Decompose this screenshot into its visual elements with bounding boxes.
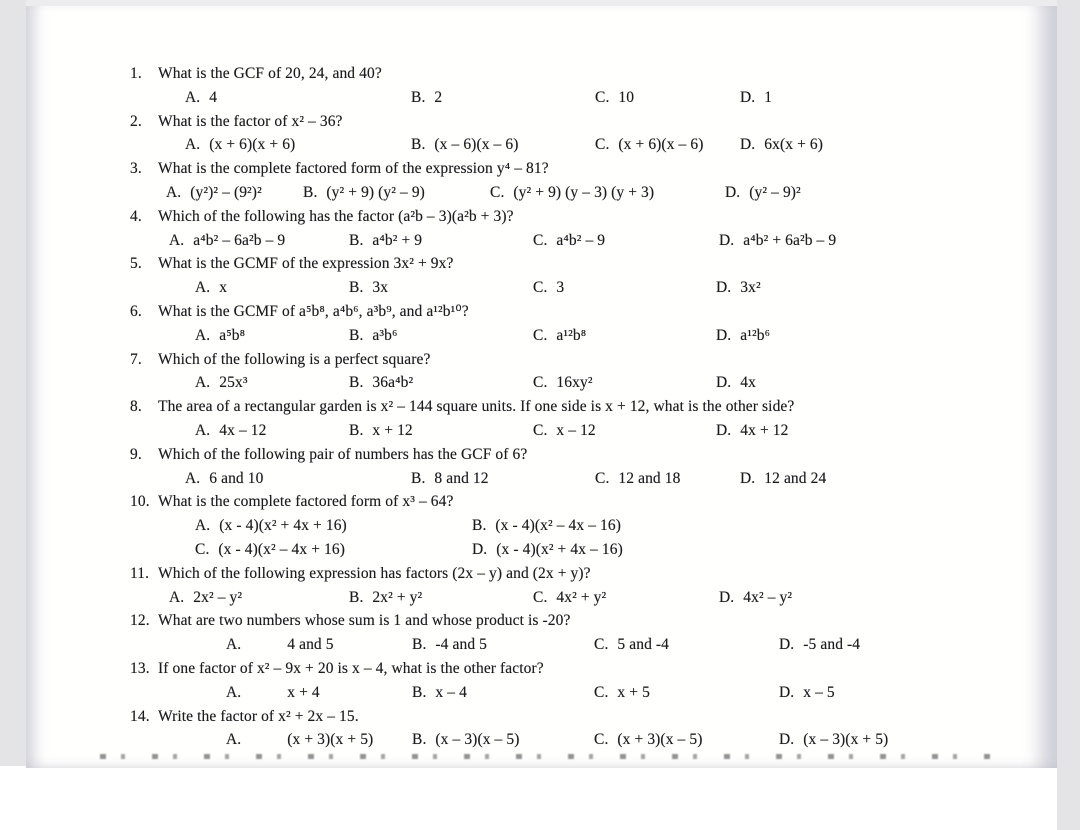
question-6	[130, 300, 1030, 324]
option-d	[740, 467, 1030, 491]
option-b	[349, 371, 533, 395]
option-value: x + 5	[617, 683, 650, 701]
option-value: 3x²	[740, 279, 761, 297]
question-text: What is the complete factored form of the expression y⁴ – 81?	[158, 160, 549, 178]
option-label: C.	[595, 469, 610, 487]
question-number: 4.	[130, 207, 142, 225]
option-value: 2	[434, 88, 443, 106]
option-value: a¹²b⁸	[556, 326, 587, 344]
option-value: 16xy²	[556, 374, 593, 392]
option-label: D.	[472, 540, 488, 558]
question-text: What is the factor of x² – 36?	[158, 112, 343, 130]
option-d	[740, 86, 1030, 110]
option-label: D.	[740, 469, 756, 487]
option-b	[349, 586, 533, 610]
option-label: A.	[185, 469, 201, 487]
question-1-options	[130, 86, 1030, 110]
option-a	[195, 419, 349, 443]
test-paper-photo	[26, 6, 1057, 768]
question-7-options	[130, 371, 1030, 395]
option-label: C.	[533, 374, 548, 392]
question-5-options	[130, 276, 1030, 300]
option-label: B.	[412, 683, 427, 701]
option-label: C.	[595, 136, 610, 154]
option-label: B.	[472, 517, 487, 535]
option-b	[349, 229, 533, 253]
option-value: x – 4	[435, 683, 467, 701]
question-6-options	[130, 324, 1030, 348]
question-8	[130, 395, 1030, 419]
question-10-options-row-2	[130, 538, 1030, 562]
option-label: D.	[716, 326, 732, 344]
option-value: (x + 3)(x – 5)	[617, 731, 703, 749]
option-a	[185, 133, 411, 157]
question-10	[130, 490, 1030, 514]
question-13	[130, 657, 1030, 681]
question-text: Which of the following expression has factors (2x – y) and (2x + y)?	[158, 564, 591, 582]
question-14	[130, 705, 1030, 729]
option-value: 25x³	[219, 374, 248, 392]
question-10-options-row-1	[130, 514, 1030, 538]
question-12-options	[130, 633, 1030, 657]
option-label: B.	[349, 588, 364, 606]
option-a	[226, 681, 412, 705]
question-text: What is the complete factored form of x³ – 64?	[158, 493, 454, 511]
option-value: (x - 4)(x² + 4x – 16)	[496, 540, 623, 558]
option-c	[533, 586, 719, 610]
option-b	[303, 181, 490, 205]
option-value: (x – 6)(x – 6)	[434, 136, 519, 154]
option-value: x	[219, 279, 228, 297]
option-label: D.	[716, 374, 732, 392]
question-4	[130, 205, 1030, 229]
option-b	[411, 133, 595, 157]
option-label: B.	[349, 231, 364, 249]
option-c	[533, 419, 716, 443]
option-value: (x – 3)(x + 5)	[803, 731, 889, 749]
question-5	[130, 252, 1030, 276]
option-value: 8 and 12	[434, 469, 489, 487]
question-number: 2.	[130, 112, 142, 130]
option-a	[166, 181, 303, 205]
option-a	[169, 229, 349, 253]
option-c	[595, 467, 740, 491]
option-value: a⁴b² – 9	[556, 231, 606, 249]
question-number: 12.	[130, 612, 150, 630]
question-number: 9.	[130, 445, 142, 463]
option-label: A.	[226, 731, 242, 749]
option-label: D.	[716, 279, 732, 297]
option-a	[185, 86, 411, 110]
option-value: a⁴b² – 6a²b – 9	[193, 231, 286, 249]
option-label: B.	[412, 636, 427, 654]
option-d	[779, 633, 1030, 657]
question-number: 13.	[130, 659, 150, 677]
option-b	[412, 681, 594, 705]
option-label: D.	[716, 421, 732, 439]
option-label: A.	[195, 279, 211, 297]
question-11	[130, 562, 1030, 586]
option-label: C.	[594, 683, 609, 701]
option-value: -4 and 5	[435, 636, 488, 654]
option-a	[195, 514, 472, 538]
option-label: D.	[779, 636, 795, 654]
option-d	[725, 181, 1030, 205]
question-2-options	[130, 133, 1030, 157]
option-value: (x + 6)(x – 6)	[618, 136, 704, 154]
question-text: If one factor of x² – 9x + 20 is x – 4, what is the other factor?	[158, 659, 544, 677]
option-value: 4x² – y²	[743, 588, 793, 606]
option-value: (y² + 9) (y – 3) (y + 3)	[513, 183, 655, 201]
option-a	[195, 371, 349, 395]
option-value: (y² + 9) (y² – 9)	[326, 183, 425, 201]
option-value: 36a⁴b²	[372, 374, 414, 392]
option-label: D.	[719, 231, 735, 249]
option-c	[594, 633, 779, 657]
option-label: B.	[349, 279, 364, 297]
option-label: A.	[185, 88, 201, 106]
option-value: 3x	[372, 279, 389, 297]
option-value: 4x	[740, 374, 756, 392]
option-value: (y² – 9)²	[749, 183, 801, 201]
option-label: B.	[412, 731, 427, 749]
option-d	[719, 229, 1030, 253]
option-a	[169, 586, 349, 610]
question-number: 3.	[130, 160, 142, 178]
option-label: A.	[185, 136, 201, 154]
option-b	[411, 86, 595, 110]
question-3-options	[130, 181, 1030, 205]
option-d	[716, 371, 1030, 395]
option-d	[779, 728, 1030, 752]
option-label: A.	[195, 374, 211, 392]
option-label: C.	[594, 636, 609, 654]
question-number: 10.	[130, 493, 150, 511]
option-label: C.	[594, 731, 609, 749]
question-number: 11.	[130, 564, 150, 582]
option-value: a⁴b² + 6a²b – 9	[743, 231, 837, 249]
option-d	[472, 538, 1030, 562]
right-margin-band	[1057, 0, 1080, 830]
question-2	[130, 110, 1030, 134]
question-text: What are two numbers whose sum is 1 and whose product is -20?	[158, 612, 571, 630]
option-c	[595, 86, 740, 110]
option-value: (x + 6)(x + 6)	[209, 136, 296, 154]
option-label: A.	[169, 231, 185, 249]
option-label: C.	[490, 183, 505, 201]
question-12	[130, 609, 1030, 633]
question-text: Which of the following is a perfect square?	[158, 350, 431, 368]
option-label: B.	[411, 88, 426, 106]
option-label: D.	[779, 731, 795, 749]
option-value: 12 and 24	[764, 469, 827, 487]
question-text: What is the GCMF of a⁵b⁸, a⁴b⁶, a³b⁹, and a¹²b¹⁰?	[158, 302, 469, 320]
option-label: D.	[719, 588, 735, 606]
question-11-options	[130, 586, 1030, 610]
option-label: C.	[533, 421, 548, 439]
option-label: C.	[195, 540, 210, 558]
option-value: x + 12	[372, 421, 413, 439]
option-d	[740, 133, 1030, 157]
option-value: -5 and -4	[803, 636, 861, 654]
option-b	[412, 728, 594, 752]
option-a	[195, 324, 349, 348]
option-value: (x - 4)(x² – 4x + 16)	[218, 540, 345, 558]
question-text: The area of a rectangular garden is x² – 144 square units. If one side is x + 12, what is the other side?	[158, 398, 795, 416]
option-label: D.	[740, 136, 756, 154]
option-c	[533, 324, 716, 348]
option-label: B.	[349, 421, 364, 439]
option-value: x – 12	[556, 421, 596, 439]
option-value: 2x² + y²	[372, 588, 423, 606]
option-value: 4x + 12	[740, 421, 789, 439]
question-text: What is the GCF of 20, 24, and 40?	[158, 65, 382, 82]
option-label: A.	[226, 683, 242, 701]
question-14-options	[130, 728, 1030, 752]
question-number: 6.	[130, 302, 142, 320]
option-c	[490, 181, 725, 205]
option-c	[195, 538, 472, 562]
option-label: B.	[411, 469, 426, 487]
option-value: a¹²b⁶	[740, 326, 771, 344]
option-label: A.	[169, 588, 185, 606]
option-label: A.	[195, 517, 211, 535]
option-d	[716, 324, 1030, 348]
option-value: 4x² + y²	[556, 588, 607, 606]
question-text: Which of the following pair of numbers has the GCF of 6?	[158, 445, 528, 463]
option-label: D.	[740, 88, 756, 106]
option-d	[716, 276, 1030, 300]
option-d	[779, 681, 1030, 705]
question-1	[130, 62, 1030, 86]
left-margin-band	[0, 0, 26, 766]
option-c	[595, 133, 740, 157]
option-value: 6 and 10	[209, 469, 264, 487]
question-13-options	[130, 681, 1030, 705]
question-number: 1.	[130, 65, 142, 82]
option-label: B.	[303, 183, 318, 201]
question-8-options	[130, 419, 1030, 443]
option-value: a⁵b⁸	[219, 326, 246, 344]
option-value: (x - 4)(x² – 4x – 16)	[495, 517, 621, 535]
option-d	[719, 586, 1030, 610]
option-label: C.	[533, 588, 548, 606]
option-value: 12 and 18	[618, 469, 681, 487]
option-label: B.	[349, 326, 364, 344]
option-b	[349, 276, 533, 300]
option-value: 5 and -4	[617, 636, 670, 654]
option-label: A.	[166, 183, 182, 201]
option-label: C.	[533, 231, 548, 249]
option-label: A.	[195, 421, 211, 439]
option-b	[349, 419, 533, 443]
option-value: 3	[556, 279, 565, 297]
option-a	[226, 633, 412, 657]
option-a	[195, 276, 349, 300]
option-label: D.	[725, 183, 741, 201]
option-b	[349, 324, 533, 348]
option-c	[594, 681, 779, 705]
question-number: 7.	[130, 350, 142, 368]
option-label: A.	[195, 326, 211, 344]
option-value: x – 5	[803, 683, 835, 701]
option-label: D.	[779, 683, 795, 701]
option-label: C.	[533, 326, 548, 344]
quiz-content	[130, 62, 1030, 752]
question-9-options	[130, 467, 1030, 491]
option-value: (y²)² – (9²)²	[190, 183, 262, 201]
option-value: a³b⁶	[372, 326, 398, 344]
option-value: 2x² – y²	[193, 588, 243, 606]
option-d	[716, 419, 1030, 443]
option-value: 6x(x + 6)	[764, 136, 823, 154]
option-c	[533, 229, 719, 253]
question-text: What is the GCMF of the expression 3x² + 9x?	[158, 255, 454, 273]
option-label: B.	[349, 374, 364, 392]
option-value: 4x – 12	[219, 421, 267, 439]
option-a	[226, 728, 412, 752]
option-value: (x - 4)(x² + 4x + 16)	[219, 517, 347, 535]
cutoff-text-remnant	[100, 754, 990, 759]
option-value: 4 and 5	[287, 636, 334, 654]
question-9	[130, 443, 1030, 467]
option-c	[533, 371, 716, 395]
question-4-options	[130, 229, 1030, 253]
option-value: 10	[618, 88, 635, 106]
option-b	[412, 633, 594, 657]
question-text: Write the factor of x² + 2x – 15.	[158, 707, 359, 725]
option-value: 1	[764, 88, 773, 106]
option-value: 4	[209, 88, 218, 106]
question-3	[130, 157, 1030, 181]
option-value: (x – 3)(x – 5)	[435, 731, 520, 749]
option-label: A.	[226, 636, 242, 654]
question-number: 5.	[130, 255, 142, 273]
option-value: x + 4	[287, 683, 320, 701]
option-value: (x + 3)(x + 5)	[287, 731, 374, 749]
question-7	[130, 348, 1030, 372]
option-c	[533, 276, 716, 300]
question-number: 14.	[130, 707, 150, 725]
option-b	[472, 514, 1030, 538]
option-label: B.	[411, 136, 426, 154]
option-c	[594, 728, 779, 752]
option-value: a⁴b² + 9	[372, 231, 423, 249]
question-number: 8.	[130, 398, 142, 416]
option-label: C.	[595, 88, 610, 106]
question-text: Which of the following has the factor (a²b – 3)(a²b + 3)?	[158, 207, 514, 225]
option-a	[185, 467, 411, 491]
option-label: C.	[533, 279, 548, 297]
option-b	[411, 467, 595, 491]
